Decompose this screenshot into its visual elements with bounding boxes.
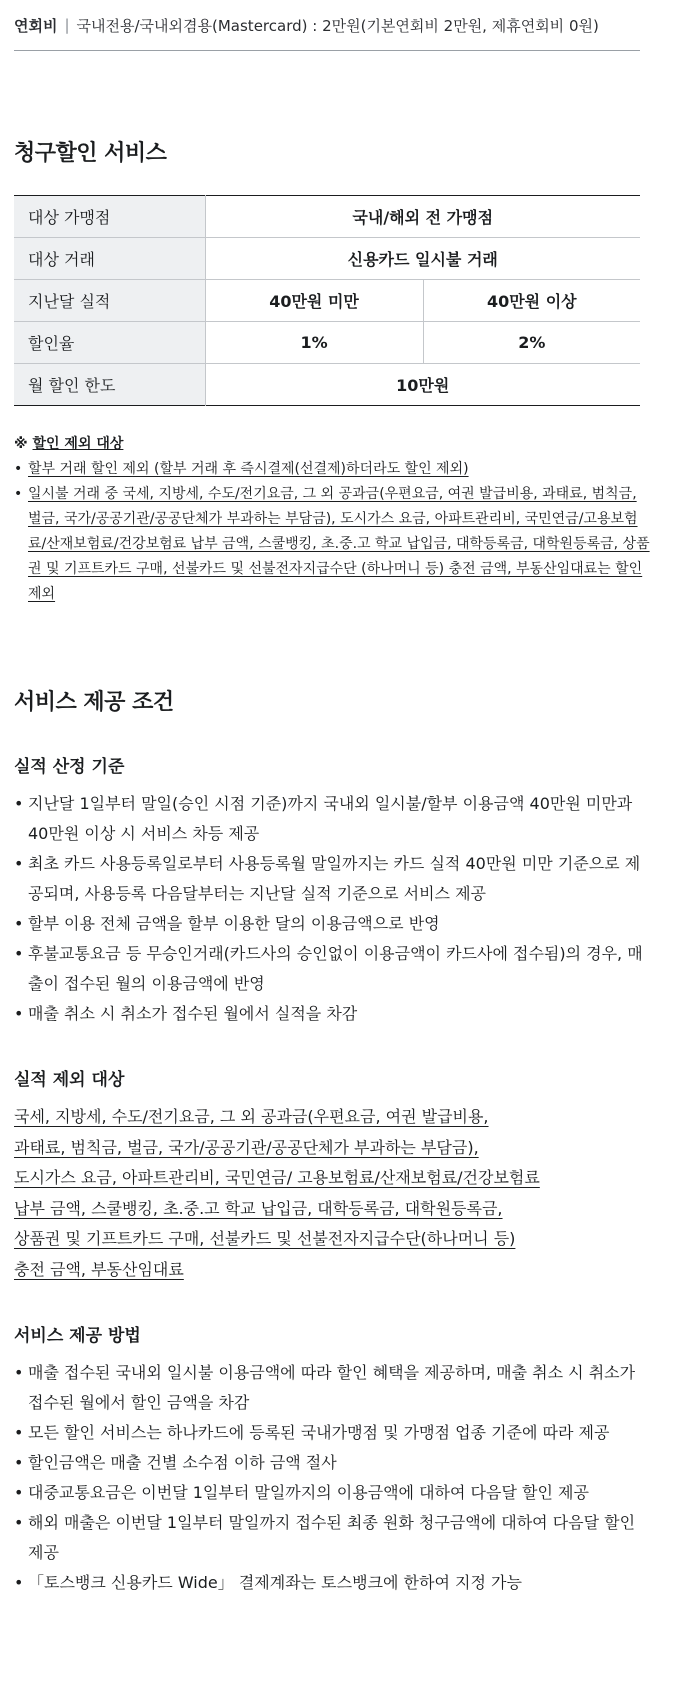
exclusion-line: 도시가스 요금, 아파트관리비, 국민연금/ 고용보험료/산재보험료/건강보험료 [14, 1168, 540, 1187]
table-row [14, 238, 640, 280]
service-method-list [14, 1358, 654, 1598]
table-row [14, 196, 640, 238]
row-header: 월 할인 한도 [14, 364, 205, 406]
exclusion-line: 납부 금액, 스쿨뱅킹, 초.중.고 학교 납입금, 대학등록금, 대학원등록금, [14, 1198, 503, 1218]
performance-basis-title: 실적 산정 기준 [14, 757, 125, 777]
performance-exclusions-title: 실적 제외 대상 [14, 1070, 125, 1090]
annual-fee-row [14, 0, 640, 51]
list-item: • 매출 접수된 국내외 일시불 이용금액에 따라 할인 혜택을 제공하며, 매출 취소 시 취소가 접수된 월에서 할인 금액을 차감 [14, 1358, 654, 1418]
discount-exclusions-heading: 할인 제외 대상 [32, 436, 124, 452]
row-header: 대상 거래 [14, 238, 205, 280]
performance-exclusions-text [14, 1102, 654, 1285]
discount-exclusions-title [14, 432, 654, 457]
annual-fee-label: 연회비 [14, 16, 58, 35]
annual-fee-separator: | [64, 16, 70, 34]
exclusion-line: 과태료, 범칙금, 벌금, 국가/공공기관/공공단체가 부과하는 부담금), [14, 1137, 479, 1157]
table-row [14, 364, 640, 406]
list-item: • 「토스뱅크 신용카드 Wide」 결제계좌는 토스뱅크에 한하여 지정 가능 [14, 1568, 654, 1598]
row-header: 할인율 [14, 322, 205, 364]
discount-service-title: 청구할인 서비스 [14, 141, 167, 166]
row-header: 지난달 실적 [14, 280, 205, 322]
table-cell: 1% [205, 322, 423, 364]
performance-basis-list [14, 789, 654, 1029]
list-item: • 할부 이용 전체 금액을 할부 이용한 달의 이용금액으로 반영 [14, 909, 654, 939]
row-header: 대상 가맹점 [14, 196, 205, 238]
list-item: • 해외 매출은 이번달 1일부터 말일까지 접수된 최종 원화 청구금액에 대하여 다음달 할인 제공 [14, 1508, 654, 1568]
discount-exclusions [14, 432, 654, 607]
table-cell: 10만원 [205, 364, 640, 406]
list-item: • 대중교통요금은 이번달 1일부터 말일까지의 이용금액에 대하여 다음달 할인 제공 [14, 1478, 654, 1508]
exclusion-line: 상품권 및 기프트카드 구매, 선불카드 및 선불전자지급수단(하나머니 등) [14, 1229, 516, 1248]
list-item [14, 482, 654, 607]
list-item: • 지난달 1일부터 말일(승인 시점 기준)까지 국내외 일시불/할부 이용금액 40만원 미만과 40만원 이상 시 서비스 차등 제공 [14, 789, 654, 849]
discount-table [14, 195, 640, 406]
card-benefit-document [14, 0, 654, 1699]
reference-mark: ※ [14, 436, 28, 452]
table-cell: 2% [423, 322, 640, 364]
table-cell: 신용카드 일시불 거래 [205, 238, 640, 280]
list-item-text: 일시불 거래 중 국세, 지방세, 수도/전기요금, 그 외 공과금(우편요금, 여권 발급비용, 과태료, 범칙금, 벌금, 국가/공공기관/공공단체가 부과하는 부담금), 도시가스 요금, 아파트관리비, 국민연금/고용보험료/산재보험료/건강보험료 납부 금액, 스쿨뱅킹, 초.중.고 학교 납입금, 대학등록금, 대학원등록금, 상품권 및 기프트카드 구매, 선불카드 및 선불전자지급수단 (하나머니 등) 충전 금액, 부동산임대료는 할인 제외 [28, 486, 650, 602]
list-item: • 후불교통요금 등 무승인거래(카드사의 승인없이 이용금액이 카드사에 접수됨)의 경우, 매출이 접수된 월의 이용금액에 반영 [14, 939, 654, 999]
service-method-title: 서비스 제공 방법 [14, 1326, 141, 1346]
list-item: • 매출 취소 시 취소가 접수된 월에서 실적을 차감 [14, 999, 654, 1029]
list-item: • 할인금액은 매출 건별 소수점 이하 금액 절사 [14, 1448, 654, 1478]
list-item: • 모든 할인 서비스는 하나카드에 등록된 국내가맹점 및 가맹점 업종 기준에 따라 제공 [14, 1418, 654, 1448]
list-item-text: 할부 거래 할인 제외 (할부 거래 후 즉시결제(선결제)하더라도 할인 제외) [28, 461, 469, 477]
table-row [14, 322, 640, 364]
service-conditions-title: 서비스 제공 조건 [14, 690, 174, 715]
list-item: • 최초 카드 사용등록일로부터 사용등록월 말일까지는 카드 실적 40만원 미만 기준으로 제공되며, 사용등록 다음달부터는 지난달 실적 기준으로 서비스 제공 [14, 849, 654, 909]
table-cell: 40만원 미만 [205, 280, 423, 322]
exclusion-line: 충전 금액, 부동산임대료 [14, 1259, 184, 1279]
table-row [14, 280, 640, 322]
exclusion-line: 국세, 지방세, 수도/전기요금, 그 외 공과금(우편요금, 여권 발급비용, [14, 1107, 489, 1126]
table-cell: 40만원 이상 [423, 280, 640, 322]
list-item [14, 457, 654, 482]
annual-fee-text: 국내전용/국내외겸용(Mastercard) : 2만원(기본연회비 2만원, 제휴연회비 0원) [76, 16, 599, 35]
table-cell: 국내/해외 전 가맹점 [205, 196, 640, 238]
discount-exclusions-list [14, 457, 654, 607]
